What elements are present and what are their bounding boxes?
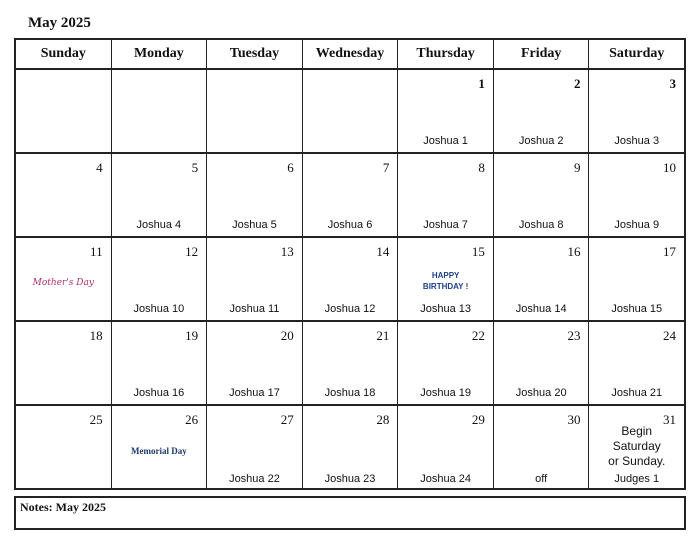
day-number: 4 [96,160,103,175]
reading: Joshua 13 [420,303,471,315]
day-number: 11 [90,244,103,259]
reading: Joshua 22 [229,473,280,485]
day-cell [589,322,684,404]
birthday-line-1: HAPPY [431,271,460,280]
reading: Joshua 20 [515,387,567,399]
day-cell [494,322,590,404]
day-number: 6 [287,160,294,175]
begin-note-line-2: Saturday [612,439,661,453]
reading: Joshua 23 [324,473,376,485]
reading: Joshua 15 [611,303,663,315]
day-cell [494,406,590,490]
reading: Joshua 3 [614,135,660,147]
calendar-title: May 2025 [28,15,91,31]
day-number: 24 [663,328,677,343]
day-number: 30 [567,412,581,427]
day-cell [494,70,590,152]
day-number: 10 [663,160,677,175]
weekday-friday: Friday [494,40,590,68]
weekday-saturday: Saturday [609,46,665,61]
day-number: 2 [573,76,581,91]
reading: Joshua 16 [133,387,185,399]
reading: Joshua 24 [420,473,471,485]
day-number: 3 [669,76,677,91]
day-number: 25 [89,412,103,427]
begin-note-line-3: or Sunday. [608,454,666,468]
day-cell [589,238,684,320]
day-number: 1 [478,76,485,91]
reading: Joshua 21 [611,387,663,399]
day-cell [16,238,112,320]
reading: off [535,473,548,485]
day-cell [398,154,494,236]
day-cell [207,322,303,404]
day-number: 5 [191,160,199,175]
day-number: 20 [280,328,294,343]
birthday-label [398,270,493,292]
day-number: 21 [376,328,390,343]
reading: Joshua 1 [423,135,468,147]
day-cell [398,70,494,152]
reading: Joshua 19 [420,387,471,399]
notes-label: Notes: May 2025 [20,500,106,514]
weekday-header [16,40,684,70]
weekday-wednesday: Wednesday [303,40,399,68]
day-cell [398,322,494,404]
day-cell [494,154,590,236]
reading: Joshua 4 [136,219,182,231]
day-cell [303,154,399,236]
reading: Joshua 2 [518,135,564,147]
day-number: 27 [280,412,294,427]
day-cell [303,70,399,152]
day-number: 9 [573,160,581,175]
weekday-monday: Monday [112,40,208,68]
notes-box [14,496,686,530]
day-number: 26 [185,412,199,427]
day-cell [16,154,112,236]
day-cell [112,406,208,490]
day-number: 16 [567,244,581,259]
reading: Joshua 10 [133,303,185,315]
reading: Joshua 18 [324,387,376,399]
day-cell [398,238,494,320]
day-cell [303,322,399,404]
week-row-1 [16,70,684,154]
day-cell [207,406,303,490]
day-number: 14 [376,244,390,259]
day-cell [494,238,590,320]
weekday-thursday: Thursday [398,40,494,68]
day-cell [112,238,208,320]
week-row-2 [16,154,684,238]
day-cell [589,70,684,152]
reading: Joshua 11 [229,303,280,315]
day-number: 31 [663,412,677,427]
day-cell [589,406,684,490]
birthday-line-2: BIRTHDAY ! [422,282,469,291]
weekday-sunday: Sunday [16,40,112,68]
day-number: 13 [280,244,294,259]
day-number: 17 [663,244,677,259]
day-number: 15 [471,244,485,259]
day-number: 23 [567,328,581,343]
mothers-day-label: Mother's Day [32,278,94,288]
reading: Joshua 12 [324,303,376,315]
day-cell [112,154,208,236]
day-cell [207,70,303,152]
day-cell [303,238,399,320]
day-cell [16,406,112,490]
day-number: 8 [478,160,485,175]
day-cell [16,70,112,152]
day-cell [207,238,303,320]
week-row-5 [16,406,684,490]
day-number: 28 [376,412,390,427]
reading: Joshua 7 [423,219,468,231]
day-number: 29 [471,412,485,427]
begin-note [589,424,684,469]
week-row-4 [16,322,684,406]
day-cell [112,322,208,404]
day-number: 22 [471,328,485,343]
reading: Joshua 17 [229,387,280,399]
day-number: 7 [382,160,390,175]
reading: Joshua 5 [232,219,277,231]
day-number: 12 [185,244,199,259]
day-number: 19 [185,328,199,343]
day-number: 18 [89,328,103,343]
weekday-tuesday: Tuesday [207,40,303,68]
reading: Judges 1 [614,473,660,485]
memorial-day-label: Memorial Day [131,446,187,456]
day-cell [589,154,684,236]
day-cell [398,406,494,490]
day-cell [207,154,303,236]
reading: Joshua 6 [327,219,373,231]
reading: Joshua 8 [518,219,564,231]
begin-note-line-1: Begin [621,424,653,438]
day-cell [112,70,208,152]
reading: Joshua 14 [515,303,567,315]
day-cell [303,406,399,490]
week-row-3 [16,238,684,322]
calendar-grid [14,38,686,490]
day-cell [16,322,112,404]
reading: Joshua 9 [614,219,660,231]
